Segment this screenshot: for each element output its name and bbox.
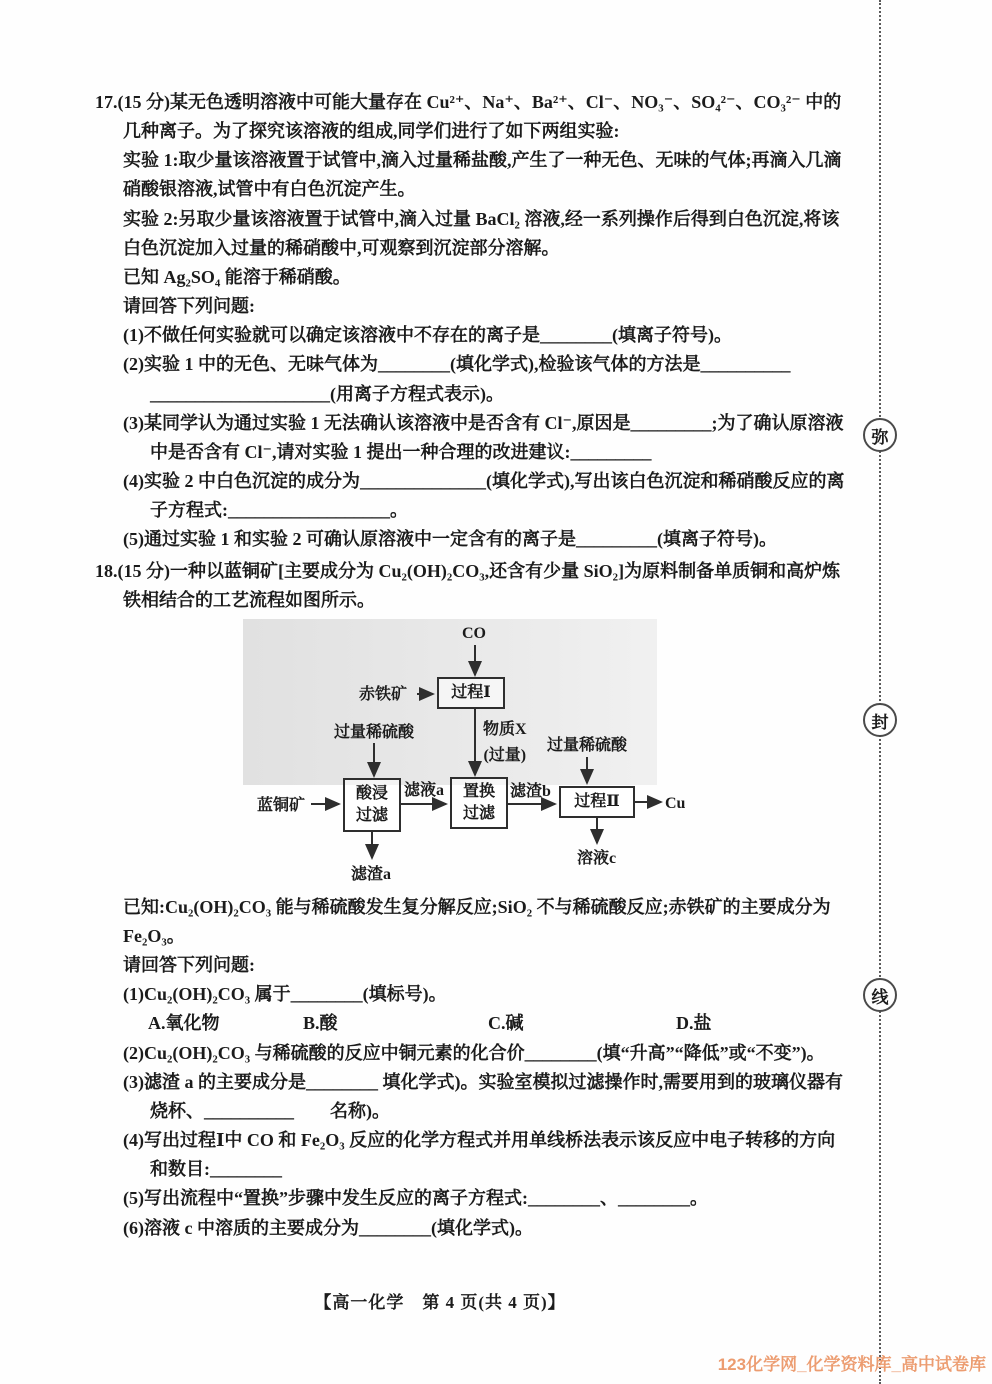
q18-item-4: (4)写出过程Ⅰ中 CO 和 Fe₂O₃ 反应的化学方程式并用单线桥法表示该反应中电子转移的方向和数目:________ [123,1130,836,1180]
q17-intro: 17.(15 分)某无色透明溶液中可能大量存在 Cu²⁺、Na⁺、Ba²⁺、Cl⁻、NO₃⁻、SO₄²⁻、CO₃²⁻ 中的几种离子。为了探究该溶液的组成,同学们进行了如下两组实验: [95,92,842,142]
q17-item-5: (5)通过实验 1 和实验 2 可确认原溶液中一定含有的离子是_________(填离子符号)。 [123,529,777,550]
label-substance-x: 物质X (过量) [483,720,527,764]
watermark-text: 123化学网_化学资料库_高中试卷库 [717,1355,986,1374]
q18-item-3: (3)滤渣 a 的主要成分是________ 填化学式)。实验室模拟过滤操作时,需要用到的玻璃仪器有烧杯、__________ 名称)。 [123,1071,843,1121]
question-18 [95,557,853,1243]
q17-answer-prompt: 请回答下列问题: [123,296,255,317]
node-malachite: 蓝铜矿 [257,796,306,814]
label-filtrate-a: 滤液a [404,781,445,799]
process-flow-diagram [243,617,695,889]
label-solution-c: 溶液c [577,849,617,867]
option-a: A.氧化物 [148,1013,220,1034]
option-c: C.碱 [488,1013,524,1034]
seal-dotted-line [879,0,881,1384]
q18-item-1-options [123,1009,853,1038]
box-process-1: 过程Ⅰ [437,677,505,709]
seal-marker-xian: 线 [863,978,897,1012]
box-process-2: 过程Ⅱ [559,786,635,818]
q17-experiment-1: 实验 1:取少量该溶液置于试管中,滴入过量稀盐酸,产生了一种无色、无味的气体;再滴入几滴硝酸银溶液,试管中有白色沉淀产生。 [123,150,842,200]
q17-item-2: (2)实验 1 中的无色、无味气体为________(填化学式),检验该气体的方法是__________ ____________________(用离子方程式表示)。 [123,354,791,404]
q18-intro: 18.(15 分)一种以蓝铜矿[主要成分为 Cu₂(OH)₂CO₃,还含有少量 SiO₂]为原料制备单质铜和高炉炼铁相结合的工艺流程如图所示。 [95,560,841,610]
seal-marker-mi: 弥 [863,418,897,452]
q17-item-3: (3)某同学认为通过实验 1 无法确认该溶液中是否含有 Cl⁻,原因是_________;为了确认原溶液中是否含有 Cl⁻,请对实验 1 提出一种合理的改进建议:_________ [123,412,844,462]
diagram-arrows [243,617,695,889]
seal-marker-feng: 封 [863,703,897,737]
box-displace-filter: 置换 过滤 [450,777,508,829]
q17-known-fact: 已知 Ag₂SO₄ 能溶于稀硝酸。 [123,266,351,287]
node-cu-product: Cu [665,794,686,812]
page-footer: 【高一化学 第 4 页(共 4 页)】 [314,1293,566,1312]
label-excess-acid-left: 过量稀硫酸 [334,723,415,741]
q17-item-1: (1)不做任何实验就可以确定该溶液中不存在的离子是________(填离子符号)。 [123,325,732,346]
label-excess-acid-right: 过量稀硫酸 [547,736,628,754]
q18-item-5: (5)写出流程中“置换”步骤中发生反应的离子方程式:________、________。 [123,1188,708,1209]
question-17 [95,88,853,555]
q18-answer-prompt: 请回答下列问题: [123,955,255,976]
q17-experiment-2: 实验 2:另取少量该溶液置于试管中,滴入过量 BaCl₂ 溶液,经一系列操作后得到白色沉淀,将该白色沉淀加入过量的稀硝酸中,可观察到沉淀部分溶解。 [123,208,840,258]
q18-item-2: (2)Cu₂(OH)₂CO₃ 与稀硫酸的反应中铜元素的化合价________(填“升高”“降低”或“不变”)。 [123,1042,825,1063]
q18-item-6: (6)溶液 c 中溶质的主要成分为________(填化学式)。 [123,1217,533,1238]
node-co: CO [462,624,486,642]
q17-item-4: (4)实验 2 中白色沉淀的成分为______________(填化学式),写出该白色沉淀和稀硝酸反应的离子方程式:__________________。 [123,471,845,521]
node-hematite: 赤铁矿 [359,685,408,703]
q18-item-1: (1)Cu₂(OH)₂CO₃ 属于________(填标号)。 [123,984,447,1005]
box-acid-leach-filter: 酸浸 过滤 [343,778,401,832]
label-residue-a: 滤渣a [351,865,392,883]
page-content [95,88,853,1245]
option-d: D.盐 [676,1013,712,1034]
q18-known-fact: 已知:Cu₂(OH)₂CO₃ 能与稀硫酸发生复分解反应;SiO₂ 不与稀硫酸反应;赤铁矿的主要成分为 Fe₂O₃。 [123,896,831,946]
option-b: B.酸 [303,1013,338,1034]
label-residue-b: 滤渣b [510,782,551,800]
